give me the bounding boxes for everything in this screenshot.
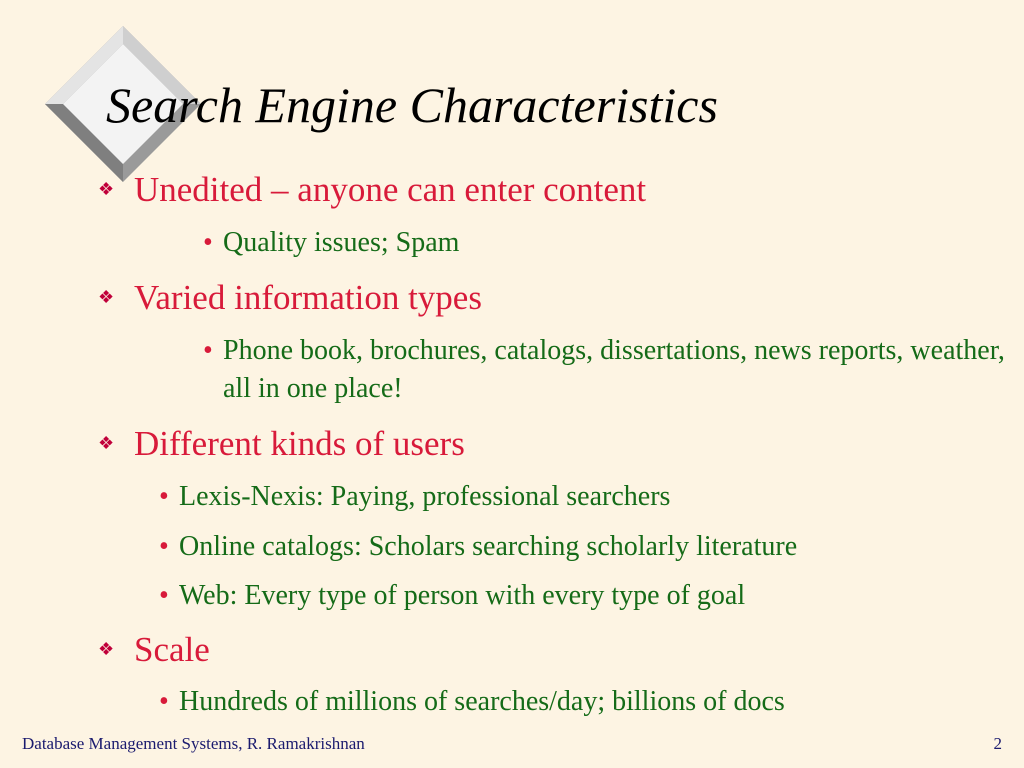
subbullet-phone-book — [203, 332, 1018, 408]
subbullet-text: Quality issues; Spam — [223, 227, 460, 258]
bullet-text: Scale — [134, 630, 210, 669]
bullet-kinds-of-users — [98, 426, 465, 461]
subbullet-text: Online catalogs: Scholars searching scholarly literature — [179, 531, 798, 562]
dot-bullet-icon: • — [159, 686, 169, 717]
diamond-bullet-icon: ❖ — [98, 639, 115, 659]
subbullet-text: Hundreds of millions of searches/day; billions of docs — [179, 686, 785, 717]
bullet-scale — [98, 632, 210, 667]
dot-bullet-icon: • — [203, 227, 213, 258]
dot-bullet-icon: • — [203, 335, 213, 366]
bullet-unedited — [98, 172, 646, 207]
dot-bullet-icon: • — [159, 481, 169, 512]
diamond-bullet-icon: ❖ — [98, 179, 115, 199]
subbullet-online-catalogs — [159, 528, 1009, 566]
diamond-bullet-icon: ❖ — [98, 287, 115, 307]
subbullet-quality — [203, 224, 1003, 262]
page-number: 2 — [993, 734, 1002, 753]
subbullet-hundreds-millions — [159, 683, 1009, 721]
diamond-bullet-icon: ❖ — [98, 433, 115, 453]
bullet-text: Unedited – anyone can enter content — [134, 170, 647, 209]
subbullet-web — [159, 577, 1009, 615]
bullet-text: Varied information types — [134, 278, 482, 317]
bullet-text: Different kinds of users — [134, 424, 465, 463]
bullet-varied-types — [98, 280, 482, 315]
subbullet-lexis-nexis — [159, 478, 1009, 516]
dot-bullet-icon: • — [159, 531, 169, 562]
subbullet-text: Phone book, brochures, catalogs, dissertations, news reports, weather, all in one place! — [223, 335, 1005, 404]
slide-title: Search Engine Characteristics — [106, 77, 718, 133]
subbullet-text: Web: Every type of person with every type of goal — [179, 580, 746, 611]
slide-footer: Database Management Systems, R. Ramakrishnan — [22, 734, 365, 753]
subbullet-text: Lexis-Nexis: Paying, professional searchers — [179, 481, 671, 512]
dot-bullet-icon: • — [159, 580, 169, 611]
